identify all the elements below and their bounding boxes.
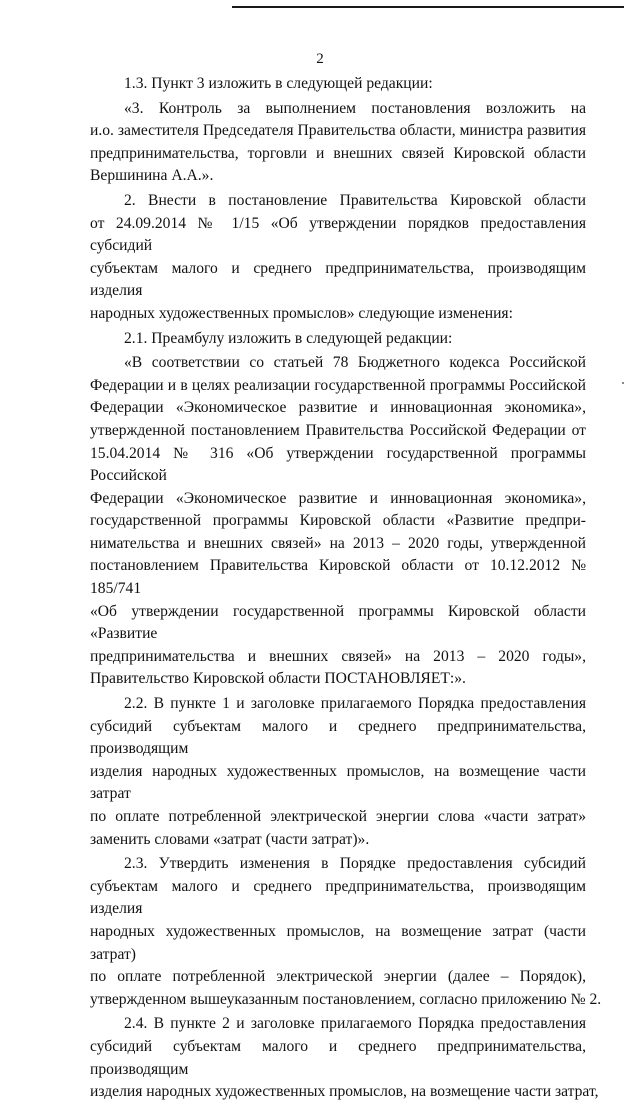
text-line: народных художественных промыслов» следующие изменения: bbox=[90, 304, 513, 322]
paragraph bbox=[90, 1013, 599, 1103]
text-line: 1.3. Пункт 3 изложить в следующей редакции: bbox=[124, 75, 433, 92]
text-line: 2.1. Преамбулу изложить в следующей редакции: bbox=[124, 329, 453, 347]
text-line: 2.2. В пункте 1 и заголовке прилагаемого Порядка предоставления bbox=[124, 695, 586, 713]
text-line: «В соответствии со статьей 78 Бюджетного кодекса Российской bbox=[124, 354, 586, 372]
page-number: 2 bbox=[316, 51, 324, 67]
text-line: 2. Внести в постановление Правительства Кировской области bbox=[124, 191, 586, 209]
text-line: от 24.09.2014 № 1/15 «Об утверждении порядков предоставления субсидий bbox=[90, 214, 586, 255]
text-line: «Об утверждении государственной программы Кировской области «Развитие bbox=[90, 602, 586, 643]
paragraph bbox=[90, 693, 586, 851]
text-line: предпринимательства, торговли и внешних связей Кировской области bbox=[90, 144, 586, 162]
text-line: Федерации и в целях реализации государственной программы Российской bbox=[90, 376, 586, 394]
text-line: Правительство Кировской области ПОСТАНОВЛЯЕТ:». bbox=[90, 670, 466, 688]
text-line: Федерации «Экономическое развитие и инновационная экономика», bbox=[90, 399, 586, 417]
text-line: субсидий субъектам малого и среднего предпринимательства, производящим bbox=[90, 717, 586, 758]
paragraph bbox=[90, 853, 602, 1011]
text-line: изделия народных художественных промыслов, на возмещение части затрат, bbox=[90, 1083, 599, 1101]
text-line: нимательства и внешних связей» на 2013 – 2020 годы, утвержденной bbox=[90, 534, 586, 552]
paragraph bbox=[90, 98, 586, 188]
text-line: Вершинина А.А.». bbox=[90, 167, 214, 185]
text-line: предпринимательства и внешних связей» на 2013 – 2020 годы», bbox=[90, 647, 586, 665]
paragraph bbox=[90, 352, 586, 691]
text-line: изделия народных художественных промыслов, на возмещение части затрат bbox=[90, 762, 586, 803]
scan-speck bbox=[622, 382, 624, 384]
paragraph bbox=[90, 328, 586, 351]
text-line: субсидий субъектам малого и среднего предпринимательства, производящим bbox=[90, 1037, 586, 1078]
text-line: утвержденном вышеуказанным постановлением, согласно приложению № 2. bbox=[90, 990, 602, 1008]
document-body bbox=[90, 73, 602, 1104]
text-line: народных художественных промыслов, на возмещение затрат (части затрат) bbox=[90, 922, 586, 963]
text-line: Федерации «Экономическое развитие и инновационная экономика», bbox=[90, 489, 586, 507]
text-line: субъектам малого и среднего предпринимательства, производящим изделия bbox=[90, 877, 586, 918]
text-line: субъектам малого и среднего предпринимательства, производящим изделия bbox=[90, 259, 586, 300]
text-line: утвержденной постановлением Правительства Российской Федерации от bbox=[90, 421, 586, 439]
text-line: по оплате потребленной электрической энергии слова «части затрат» bbox=[90, 808, 586, 825]
paragraph bbox=[90, 73, 586, 96]
text-line: государственной программы Кировской области «Развитие предпри- bbox=[90, 512, 586, 530]
text-line: и.о. заместителя Председателя Правительства области, министра развития bbox=[90, 122, 586, 140]
text-line: по оплате потребленной электрической энергии (далее – Порядок), bbox=[90, 968, 586, 986]
text-line: «3. Контроль за выполнением постановления возложить на bbox=[124, 99, 586, 117]
text-line: постановлением Правительства Кировской области от 10.12.2012 № 185/741 bbox=[90, 557, 586, 598]
text-line: заменить словами «затрат (части затрат)». bbox=[90, 830, 370, 848]
text-line: 15.04.2014 № 316 «Об утверждении государственной программы Российской bbox=[90, 444, 586, 485]
paragraph bbox=[90, 190, 586, 326]
text-line: 2.3. Утвердить изменения в Порядке предоставления субсидий bbox=[124, 855, 586, 873]
text-line: 2.4. В пункте 2 и заголовке прилагаемого Порядка предоставления bbox=[124, 1015, 586, 1033]
scan-top-edge-line bbox=[232, 6, 624, 8]
